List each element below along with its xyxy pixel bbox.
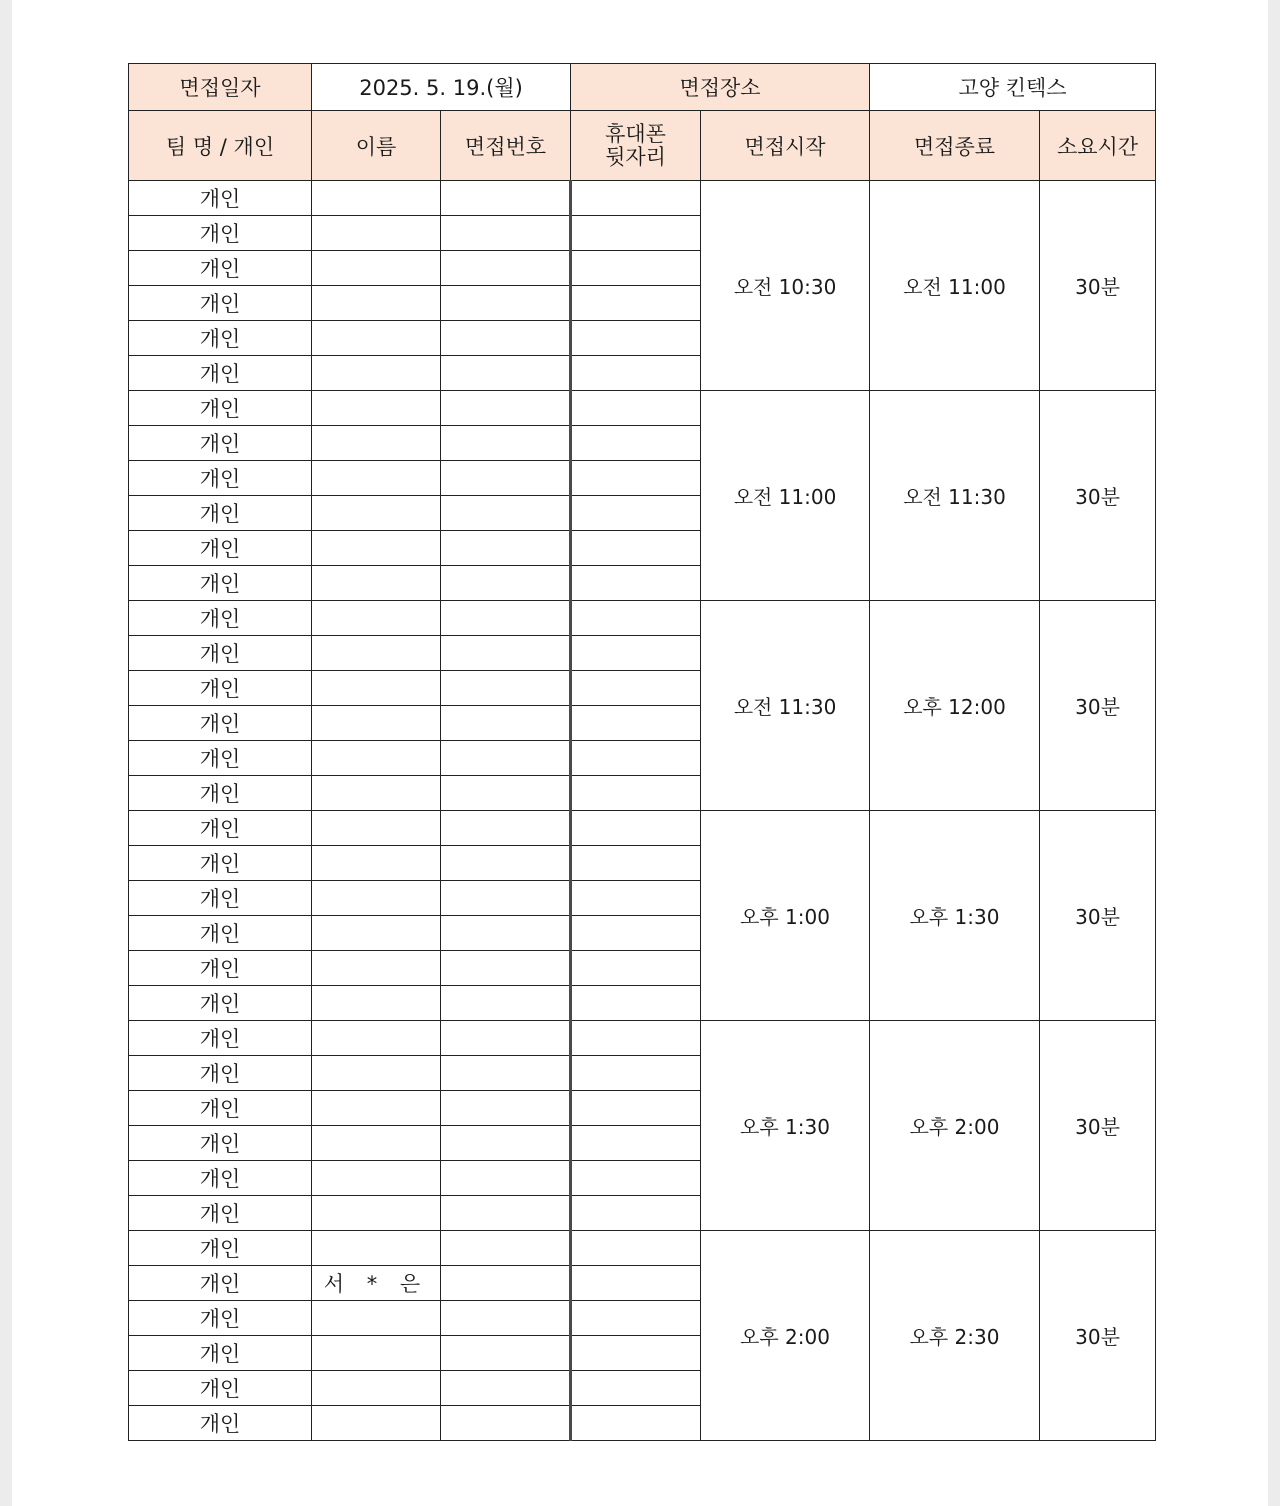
redacted-phone-cell <box>571 391 701 426</box>
slot-end-cell: 오전 11:30 <box>870 391 1040 601</box>
redacted-number-cell <box>441 776 571 811</box>
redacted-number-cell <box>441 811 571 846</box>
redacted-number-cell <box>441 1056 571 1091</box>
redacted-number-cell <box>441 601 571 636</box>
interview-date-label: 면접일자 <box>129 64 312 111</box>
redacted-name-cell <box>312 986 441 1021</box>
redacted-number-cell <box>441 881 571 916</box>
redacted-number-cell <box>441 1301 571 1336</box>
redacted-phone-cell <box>571 1056 701 1091</box>
redacted-phone-cell <box>571 1021 701 1056</box>
team-cell: 개인 <box>129 601 312 636</box>
redacted-phone-cell <box>571 951 701 986</box>
slot-start-cell: 오후 2:00 <box>701 1231 870 1441</box>
redacted-name-cell <box>312 531 441 566</box>
team-cell: 개인 <box>129 811 312 846</box>
redacted-name-cell <box>312 776 441 811</box>
redacted-name-cell <box>312 951 441 986</box>
redacted-name-cell <box>312 1091 441 1126</box>
column-header-number: 면접번호 <box>441 111 571 181</box>
team-cell: 개인 <box>129 321 312 356</box>
redacted-number-cell <box>441 671 571 706</box>
redacted-name-cell <box>312 741 441 776</box>
team-cell: 개인 <box>129 671 312 706</box>
team-cell: 개인 <box>129 181 312 216</box>
redacted-name-cell <box>312 1301 441 1336</box>
redacted-number-cell <box>441 531 571 566</box>
redacted-name-cell <box>312 496 441 531</box>
team-cell: 개인 <box>129 1266 312 1301</box>
redacted-number-cell <box>441 356 571 391</box>
redacted-phone-cell <box>571 181 701 216</box>
redacted-name-cell <box>312 251 441 286</box>
column-header-phone <box>571 111 701 181</box>
redacted-number-cell <box>441 741 571 776</box>
slot-duration-cell: 30분 <box>1040 181 1156 391</box>
redacted-number-cell <box>441 496 571 531</box>
slot-end-cell: 오후 1:30 <box>870 811 1040 1021</box>
interview-place-label: 면접장소 <box>571 64 870 111</box>
redacted-number-cell <box>441 461 571 496</box>
team-cell: 개인 <box>129 1021 312 1056</box>
redacted-name-cell <box>312 1021 441 1056</box>
team-cell: 개인 <box>129 531 312 566</box>
team-cell: 개인 <box>129 286 312 321</box>
team-cell: 개인 <box>129 706 312 741</box>
redacted-number-cell <box>441 1196 571 1231</box>
redacted-phone-cell <box>571 321 701 356</box>
redacted-name-cell <box>312 881 441 916</box>
redacted-number-cell <box>441 1371 571 1406</box>
redacted-number-cell <box>441 1021 571 1056</box>
interview-schedule-table <box>128 63 1156 1441</box>
redacted-name-cell <box>312 1231 441 1266</box>
team-cell: 개인 <box>129 1126 312 1161</box>
redacted-phone-cell <box>571 601 701 636</box>
redacted-number-cell <box>441 986 571 1021</box>
table-row <box>129 1021 1156 1056</box>
team-cell: 개인 <box>129 951 312 986</box>
table-row <box>129 391 1156 426</box>
team-cell: 개인 <box>129 496 312 531</box>
redacted-name-cell <box>312 916 441 951</box>
interview-date-value: 2025. 5. 19.(월) <box>312 64 571 111</box>
team-cell: 개인 <box>129 846 312 881</box>
redacted-phone-cell <box>571 426 701 461</box>
redacted-name-cell <box>312 1371 441 1406</box>
redacted-name-cell <box>312 1406 441 1441</box>
slot-duration-cell: 30분 <box>1040 1021 1156 1231</box>
redacted-number-cell <box>441 1231 571 1266</box>
redacted-phone-cell <box>571 356 701 391</box>
redacted-number-cell <box>441 391 571 426</box>
team-cell: 개인 <box>129 1196 312 1231</box>
redacted-phone-cell <box>571 1091 701 1126</box>
team-cell: 개인 <box>129 636 312 671</box>
column-header-duration: 소요시간 <box>1040 111 1156 181</box>
redacted-name-cell <box>312 426 441 461</box>
slot-end-cell: 오후 2:00 <box>870 1021 1040 1231</box>
team-cell: 개인 <box>129 391 312 426</box>
team-cell: 개인 <box>129 1371 312 1406</box>
team-cell: 개인 <box>129 251 312 286</box>
slot-start-cell: 오전 10:30 <box>701 181 870 391</box>
slot-duration-cell: 30분 <box>1040 601 1156 811</box>
redacted-name-cell <box>312 671 441 706</box>
slot-end-cell: 오후 12:00 <box>870 601 1040 811</box>
table-row <box>129 601 1156 636</box>
slot-start-cell: 오후 1:30 <box>701 1021 870 1231</box>
redacted-number-cell <box>441 1091 571 1126</box>
redacted-name-cell <box>312 216 441 251</box>
slot-duration-cell: 30분 <box>1040 811 1156 1021</box>
team-cell: 개인 <box>129 216 312 251</box>
column-header-phone-line1: 휴대폰 <box>605 121 666 146</box>
redacted-name-cell <box>312 811 441 846</box>
redacted-name-cell <box>312 356 441 391</box>
team-cell: 개인 <box>129 986 312 1021</box>
redacted-name-cell <box>312 461 441 496</box>
team-cell: 개인 <box>129 1336 312 1371</box>
name-cell: 서 * 은 <box>312 1266 441 1301</box>
redacted-phone-cell <box>571 286 701 321</box>
redacted-name-cell <box>312 1056 441 1091</box>
redacted-phone-cell <box>571 496 701 531</box>
redacted-phone-cell <box>571 671 701 706</box>
redacted-phone-cell <box>571 636 701 671</box>
table-row <box>129 811 1156 846</box>
redacted-phone-cell <box>571 1336 701 1371</box>
redacted-number-cell <box>441 321 571 356</box>
table-row <box>129 1231 1156 1266</box>
team-cell: 개인 <box>129 426 312 461</box>
redacted-number-cell <box>441 1336 571 1371</box>
redacted-phone-cell <box>571 461 701 496</box>
redacted-phone-cell <box>571 916 701 951</box>
slot-start-cell: 오전 11:00 <box>701 391 870 601</box>
team-cell: 개인 <box>129 1056 312 1091</box>
redacted-number-cell <box>441 706 571 741</box>
column-header-name: 이름 <box>312 111 441 181</box>
team-cell: 개인 <box>129 461 312 496</box>
team-cell: 개인 <box>129 776 312 811</box>
redacted-phone-cell <box>571 216 701 251</box>
team-cell: 개인 <box>129 881 312 916</box>
redacted-number-cell <box>441 951 571 986</box>
column-header-team: 팀 명 / 개인 <box>129 111 312 181</box>
redacted-number-cell <box>441 426 571 461</box>
redacted-name-cell <box>312 706 441 741</box>
redacted-name-cell <box>312 391 441 426</box>
redacted-number-cell <box>441 1266 571 1301</box>
redacted-phone-cell <box>571 531 701 566</box>
redacted-number-cell <box>441 1406 571 1441</box>
redacted-phone-cell <box>571 1266 701 1301</box>
redacted-phone-cell <box>571 1371 701 1406</box>
team-cell: 개인 <box>129 1091 312 1126</box>
table-row <box>129 181 1156 216</box>
slot-end-cell: 오후 2:30 <box>870 1231 1040 1441</box>
slot-end-cell: 오전 11:00 <box>870 181 1040 391</box>
redacted-phone-cell <box>571 251 701 286</box>
redacted-phone-cell <box>571 776 701 811</box>
team-cell: 개인 <box>129 916 312 951</box>
team-cell: 개인 <box>129 356 312 391</box>
slot-start-cell: 오후 1:00 <box>701 811 870 1021</box>
interview-place-value: 고양 킨텍스 <box>870 64 1156 111</box>
redacted-phone-cell <box>571 811 701 846</box>
redacted-number-cell <box>441 1161 571 1196</box>
team-cell: 개인 <box>129 1161 312 1196</box>
redacted-name-cell <box>312 1161 441 1196</box>
redacted-name-cell <box>312 846 441 881</box>
redacted-number-cell <box>441 1126 571 1161</box>
slot-start-cell: 오전 11:30 <box>701 601 870 811</box>
redacted-phone-cell <box>571 1231 701 1266</box>
redacted-phone-cell <box>571 986 701 1021</box>
redacted-phone-cell <box>571 1196 701 1231</box>
redacted-number-cell <box>441 566 571 601</box>
redacted-phone-cell <box>571 1126 701 1161</box>
team-cell: 개인 <box>129 1301 312 1336</box>
redacted-number-cell <box>441 286 571 321</box>
redacted-number-cell <box>441 216 571 251</box>
team-cell: 개인 <box>129 741 312 776</box>
redacted-name-cell <box>312 181 441 216</box>
redacted-phone-cell <box>571 846 701 881</box>
redacted-phone-cell <box>571 1406 701 1441</box>
redacted-name-cell <box>312 636 441 671</box>
column-header-start: 면접시작 <box>701 111 870 181</box>
redacted-name-cell <box>312 566 441 601</box>
redacted-number-cell <box>441 251 571 286</box>
redacted-number-cell <box>441 181 571 216</box>
redacted-number-cell <box>441 916 571 951</box>
team-cell: 개인 <box>129 1231 312 1266</box>
redacted-phone-cell <box>571 881 701 916</box>
redacted-number-cell <box>441 636 571 671</box>
column-header-end: 면접종료 <box>870 111 1040 181</box>
redacted-name-cell <box>312 286 441 321</box>
slot-duration-cell: 30분 <box>1040 1231 1156 1441</box>
redacted-phone-cell <box>571 741 701 776</box>
team-cell: 개인 <box>129 566 312 601</box>
redacted-name-cell <box>312 1126 441 1161</box>
redacted-phone-cell <box>571 566 701 601</box>
redacted-name-cell <box>312 1196 441 1231</box>
redacted-phone-cell <box>571 706 701 741</box>
redacted-name-cell <box>312 1336 441 1371</box>
redacted-number-cell <box>441 846 571 881</box>
redacted-phone-cell <box>571 1161 701 1196</box>
slot-duration-cell: 30분 <box>1040 391 1156 601</box>
team-cell: 개인 <box>129 1406 312 1441</box>
redacted-name-cell <box>312 601 441 636</box>
redacted-phone-cell <box>571 1301 701 1336</box>
column-header-phone-line2: 뒷자리 <box>605 144 666 169</box>
redacted-name-cell <box>312 321 441 356</box>
